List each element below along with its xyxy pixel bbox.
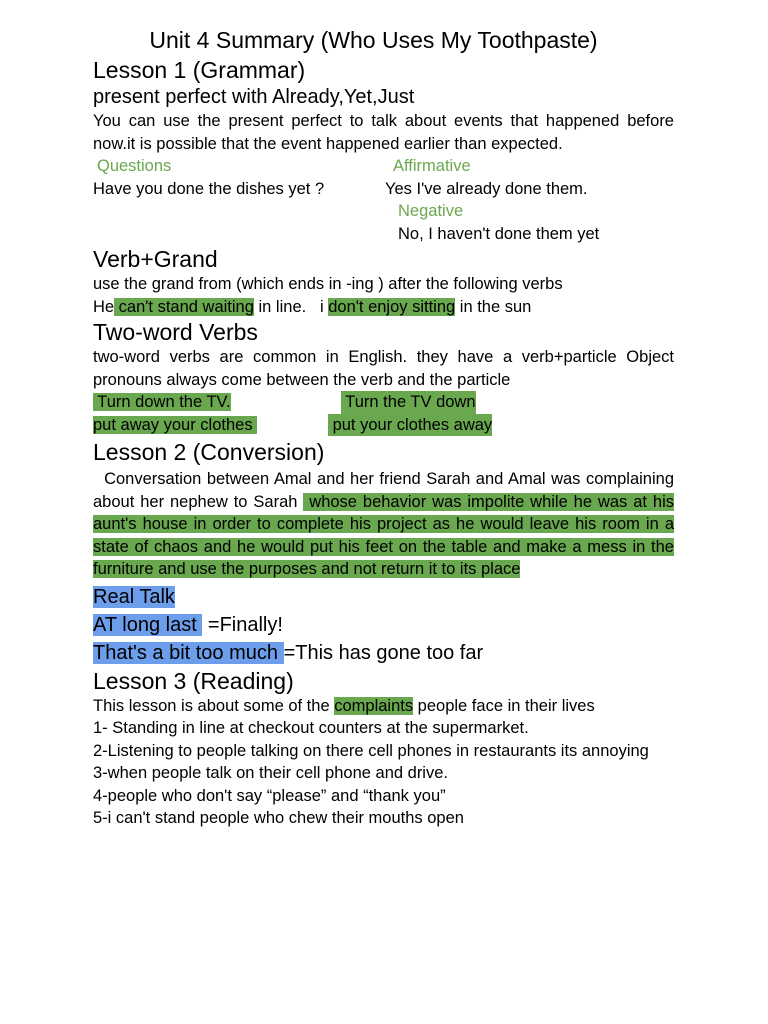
question-example: Have you done the dishes yet ?	[93, 179, 325, 198]
two-word-heading: Two-word Verbs	[93, 319, 258, 345]
phrase-too-much: That's a bit too much	[93, 641, 284, 664]
list-item: 1- Standing in line at checkout counters at the supermarket.	[93, 719, 529, 737]
questions-label: Questions	[97, 157, 172, 175]
list-item: 3-when people talk on their cell phone and drive.	[93, 764, 448, 782]
ex-part: He	[93, 297, 115, 316]
phrase-gone-too-far: =This has gone too far	[283, 641, 484, 664]
verb-grand-example	[93, 296, 674, 319]
highlight-turn-down: Turn down the TV.	[93, 393, 231, 411]
two-word-example-1	[93, 391, 674, 414]
ex-part: in line. i	[253, 297, 329, 316]
lesson1-heading: Lesson 1 (Grammar)	[93, 57, 306, 83]
negative-example: No, I haven't done them yet	[398, 224, 600, 243]
highlight-complaints: complaints	[334, 696, 414, 715]
ex-part: in the sun	[455, 297, 532, 316]
list-item: 4-people who don't say “please” and “thank you”	[93, 786, 446, 805]
verb-grand-intro: use the grand from (which ends in -ing ) after the following verbs	[93, 275, 563, 293]
lesson2-highlight: whose behavior was impolite while he was at his aunt's house in order to complete his project as he would leave his room in a state of chaos and he would put his feet on the table and make a mess in the furniture and use the purposes and not return it to its place	[93, 492, 675, 578]
two-word-example-2	[93, 414, 674, 437]
lesson2-paragraph	[93, 468, 679, 581]
lesson3-heading: Lesson 3 (Reading)	[93, 667, 294, 694]
phrase-line-1	[93, 611, 674, 639]
real-talk-line	[93, 583, 674, 611]
phrase-finally: =Finally!	[202, 613, 283, 636]
real-talk-label: Real Talk	[93, 585, 175, 608]
affirmative-example: Yes I've already done them.	[385, 179, 588, 198]
lesson2-text: Conversation between Amal and her friend Sarah and Amal was complaining about her nephew to Sarah	[93, 470, 679, 511]
verb-grand-heading: Verb+Grand	[93, 246, 218, 272]
highlight-put-clothes-away: put your clothes away	[328, 414, 492, 437]
highlight-turn-tv-down: Turn the TV down	[341, 391, 476, 414]
examples-labels-row	[93, 155, 674, 178]
phrase-at-long-last: AT long last	[93, 613, 203, 636]
highlight-dont-enjoy: don't enjoy sitting	[328, 297, 456, 316]
intro-part: people face in their lives	[413, 696, 595, 715]
document-page	[93, 24, 679, 830]
lesson2-heading: Lesson 2 (Conversion)	[93, 439, 325, 465]
affirmative-label: Affirmative	[393, 157, 471, 175]
phrase-line-2	[93, 639, 674, 667]
list-item: 5-i can't stand people who chew their mouths open	[93, 809, 464, 827]
lesson1-intro: You can use the present perfect to talk about events that happened before now.it is possible that the event happened earlier than expected.	[93, 112, 674, 153]
lesson1-subheading: present perfect with Already,Yet,Just	[93, 86, 415, 108]
list-item: 2-Listening to people talking on there cell phones in restaurants its annoying	[93, 741, 649, 760]
examples-row	[93, 178, 674, 201]
highlight-cant-stand: can't stand waiting	[114, 297, 254, 316]
page-title: Unit 4 Summary (Who Uses My Toothpaste)	[149, 27, 598, 53]
two-word-intro: two-word verbs are common in English. they have a verb+particle Object pronouns always come between the verb and the particle	[93, 348, 674, 389]
lesson3-intro	[93, 695, 674, 718]
highlight-put-away: put away your clothes	[93, 415, 258, 434]
negative-label: Negative	[398, 202, 464, 220]
intro-part: This lesson is about some of the	[93, 696, 335, 715]
